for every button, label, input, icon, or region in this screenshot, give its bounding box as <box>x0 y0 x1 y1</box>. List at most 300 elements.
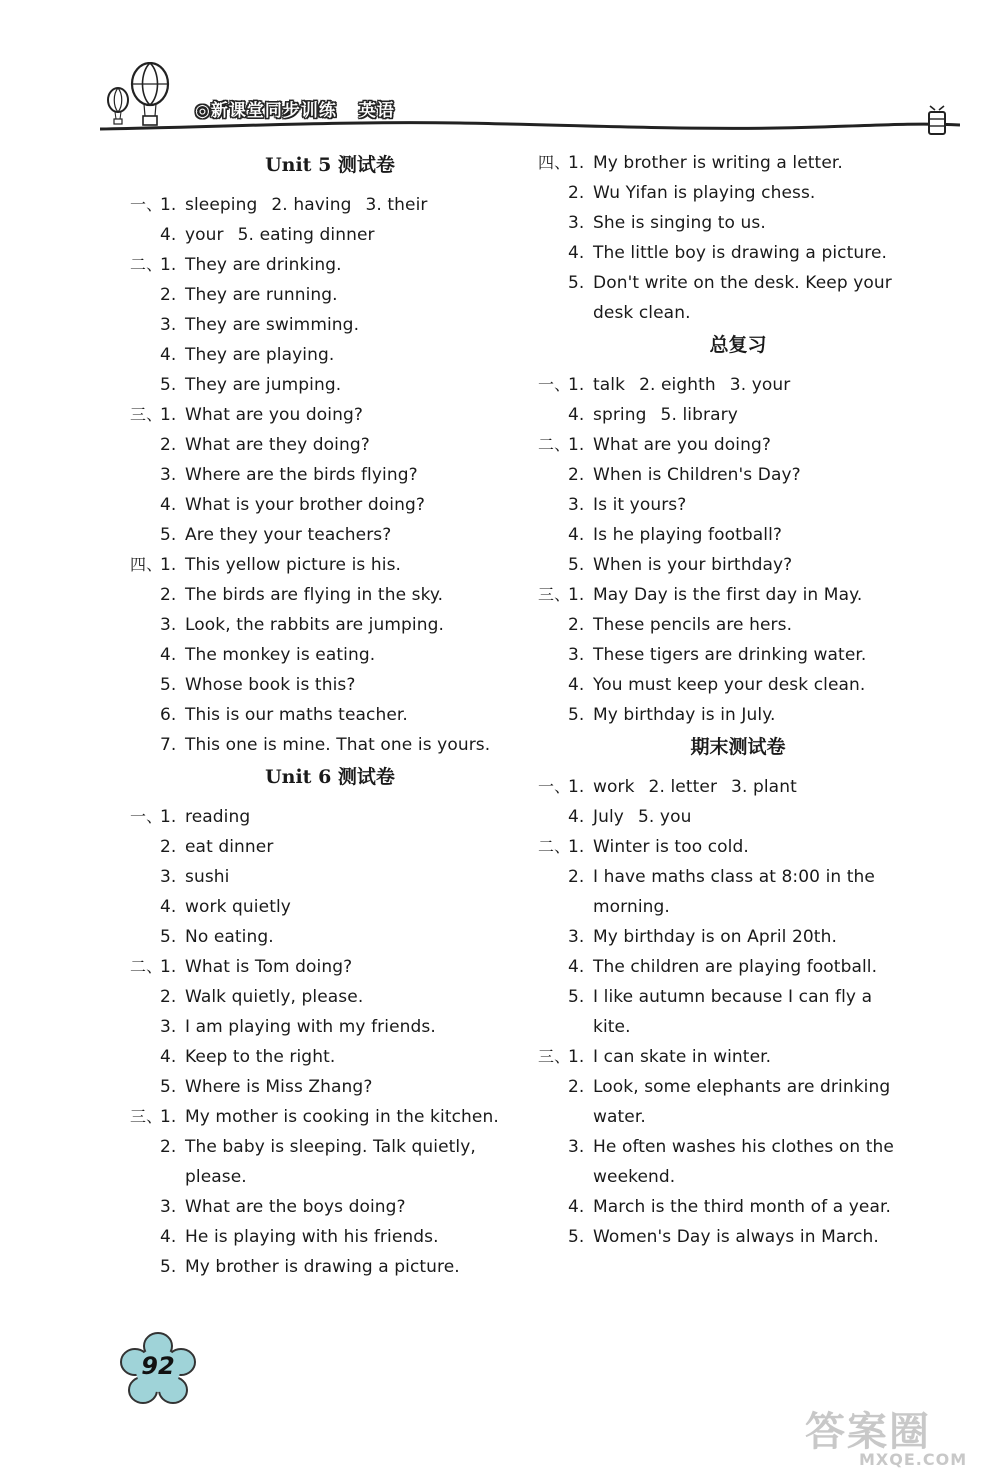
item-number: 5. <box>160 525 177 545</box>
answer-line <box>538 148 938 178</box>
item-number: 1. <box>160 555 177 575</box>
answer-text <box>593 550 792 580</box>
answer-text <box>185 340 334 370</box>
answer-part: The children are playing football. <box>593 957 878 977</box>
answer-line <box>130 460 530 490</box>
answer-text <box>593 460 801 490</box>
answer-text <box>185 280 338 310</box>
item-number: 3. <box>160 1197 177 1217</box>
answer-text <box>593 520 782 550</box>
item-number: 2. <box>160 285 177 305</box>
item-number: 4. <box>160 1227 177 1247</box>
group-label: 二、 <box>538 837 571 856</box>
answer-part: When is Children's Day? <box>593 465 801 485</box>
answer-part: When is your birthday? <box>593 555 793 575</box>
answer-part: This one is mine. That one is yours. <box>185 735 491 755</box>
item-number: 1. <box>568 1047 585 1067</box>
answer-part: your <box>185 225 224 245</box>
answer-part: My brother is drawing a picture. <box>185 1257 460 1277</box>
item-number: 2. <box>160 585 177 605</box>
answer-part: Wu Yifan is playing chess. <box>593 183 816 203</box>
item-number: 1. <box>160 807 177 827</box>
answer-text: weekend. <box>593 1167 676 1187</box>
answer-text <box>185 802 250 832</box>
item-number: 1. <box>568 435 585 455</box>
answer-part: My mother is cooking in the kitchen. <box>185 1107 499 1127</box>
answer-text <box>185 520 391 550</box>
answer-text <box>593 148 843 178</box>
item-number: 2. <box>568 1077 585 1097</box>
answer-text: water. <box>593 1107 646 1127</box>
answer-text <box>185 1132 476 1162</box>
answer-text <box>593 370 790 400</box>
answer-text: desk clean. <box>593 303 691 323</box>
answer-part: They are swimming. <box>185 315 360 335</box>
answer-line <box>538 1042 938 1072</box>
answer-text <box>185 1042 335 1072</box>
answer-part: They are jumping. <box>185 375 342 395</box>
answer-text <box>185 310 359 340</box>
item-number: 1. <box>568 585 585 605</box>
answer-text <box>593 700 776 730</box>
answer-line <box>130 610 530 640</box>
answer-line <box>130 1042 530 1072</box>
answer-text <box>185 460 418 490</box>
answer-part: Walk quietly, please. <box>185 987 364 1007</box>
answer-text <box>593 862 875 892</box>
item-number: 3. <box>160 1017 177 1037</box>
right-column <box>538 148 938 1252</box>
item-number: 1. <box>160 405 177 425</box>
answer-line <box>538 832 938 862</box>
answer-line <box>130 490 530 520</box>
answer-line <box>538 238 938 268</box>
answer-part: Is he playing football? <box>593 525 783 545</box>
answer-part: Are they your teachers? <box>185 525 392 545</box>
answer-line <box>130 1072 530 1102</box>
group-label: 四、 <box>130 555 163 574</box>
answer-part: These pencils are hers. <box>593 615 793 635</box>
answer-text <box>185 640 375 670</box>
answer-text: morning. <box>593 897 670 917</box>
answer-part: The little boy is drawing a picture. <box>593 243 888 263</box>
answer-text <box>185 982 363 1012</box>
section-title: 期末测试卷 <box>690 736 786 758</box>
answer-text <box>185 550 401 580</box>
item-number: 5. <box>160 1257 177 1277</box>
answer-line <box>130 952 530 982</box>
answer-part: She is singing to us. <box>593 213 766 233</box>
question-group <box>538 772 938 832</box>
answer-text <box>593 1042 771 1072</box>
answer-line <box>538 802 938 832</box>
answer-text <box>185 670 355 700</box>
group-label: 二、 <box>538 435 571 454</box>
answer-part: They are drinking. <box>185 255 342 275</box>
answer-line <box>130 580 530 610</box>
item-number: 1. <box>568 153 585 173</box>
answer-text <box>185 190 428 220</box>
answer-part: 2. eighth <box>639 375 716 395</box>
answer-line <box>130 640 530 670</box>
item-number: 5. <box>568 987 585 1007</box>
answer-line <box>538 178 938 208</box>
item-number: 2. <box>160 987 177 1007</box>
group-label: 一、 <box>130 195 163 214</box>
answer-text <box>593 208 766 238</box>
answer-line <box>130 982 530 1012</box>
item-number: 6. <box>160 705 177 725</box>
answer-part: He often washes his clothes on the <box>593 1137 894 1157</box>
answer-text <box>185 1222 439 1252</box>
watermark-logo-text: 答案圈 <box>805 1408 931 1455</box>
item-number: 3. <box>568 495 585 515</box>
question-group <box>130 190 530 250</box>
answer-part: Where are the birds flying? <box>185 465 418 485</box>
answer-line <box>538 952 938 982</box>
answer-line-continued <box>538 892 938 922</box>
answer-line <box>130 862 530 892</box>
item-number: 3. <box>160 315 177 335</box>
answer-part: Where is Miss Zhang? <box>185 1077 373 1097</box>
answer-part: This is our maths teacher. <box>185 705 408 725</box>
answer-line <box>538 370 938 400</box>
answer-text <box>593 670 865 700</box>
answer-text <box>185 1252 460 1282</box>
item-number: 2. <box>568 615 585 635</box>
item-number: 1. <box>160 195 177 215</box>
answer-part: Women's Day is always in March. <box>593 1227 879 1247</box>
answer-line <box>538 520 938 550</box>
group-label: 一、 <box>538 375 571 394</box>
answer-line <box>130 1192 530 1222</box>
item-number: 1. <box>160 1107 177 1127</box>
answer-text <box>185 430 370 460</box>
question-group <box>130 550 530 760</box>
answer-text <box>185 610 444 640</box>
answer-line <box>538 610 938 640</box>
answer-line <box>538 268 938 298</box>
answer-line-continued <box>538 1162 938 1192</box>
answer-line <box>130 220 530 250</box>
item-number: 5. <box>568 705 585 725</box>
answer-part: I have maths class at 8:00 in the <box>593 867 875 887</box>
answer-text <box>185 250 342 280</box>
item-number: 3. <box>160 465 177 485</box>
answer-section <box>538 148 938 328</box>
answer-part: Don't write on the desk. Keep your <box>593 273 892 293</box>
answer-part: 3. plant <box>731 777 797 797</box>
item-number: 3. <box>160 615 177 635</box>
answer-line <box>538 460 938 490</box>
answer-text <box>185 490 425 520</box>
item-number: 1. <box>568 777 585 797</box>
page-number: 92 <box>141 1352 175 1380</box>
item-number: 4. <box>160 897 177 917</box>
answer-line-continued <box>130 1162 530 1192</box>
answer-text: please. <box>185 1167 247 1187</box>
answer-part: These tigers are drinking water. <box>593 645 867 665</box>
item-number: 2. <box>568 465 585 485</box>
item-number: 2. <box>160 837 177 857</box>
answer-part: What are you doing? <box>185 405 364 425</box>
answer-part: work <box>593 777 635 797</box>
watermark <box>805 1400 995 1472</box>
answer-section <box>538 730 938 1252</box>
answer-text <box>593 802 691 832</box>
answer-line <box>538 1222 938 1252</box>
answer-part: I like autumn because I can fly a <box>593 987 873 1007</box>
answer-part: 3. your <box>729 375 791 395</box>
group-label: 三、 <box>538 1047 571 1066</box>
answer-line <box>130 700 530 730</box>
answer-part: sleeping <box>185 195 258 215</box>
question-group <box>538 430 938 580</box>
answer-part: They are running. <box>185 285 338 305</box>
answer-text <box>185 952 352 982</box>
answer-line <box>538 862 938 892</box>
answer-part: Look, the rabbits are jumping. <box>185 615 445 635</box>
group-label: 三、 <box>130 1107 163 1126</box>
answer-line <box>538 700 938 730</box>
answer-line <box>538 922 938 952</box>
answer-part: The birds are flying in the sky. <box>185 585 444 605</box>
answer-part: The baby is sleeping. Talk quietly, <box>185 1137 476 1157</box>
answer-line <box>130 730 530 760</box>
watermark-url: MXQE.COM <box>859 1450 968 1469</box>
item-number: 3. <box>568 927 585 947</box>
page-header <box>100 62 960 142</box>
answer-line <box>130 280 530 310</box>
item-number: 1. <box>568 837 585 857</box>
item-number: 2. <box>160 435 177 455</box>
answer-line <box>538 1192 938 1222</box>
answer-part: July <box>593 807 624 827</box>
answer-text <box>593 1222 879 1252</box>
answer-line <box>130 1222 530 1252</box>
book-series-name: ◎新课堂同步训练 <box>195 101 337 121</box>
item-number: 5. <box>160 927 177 947</box>
item-number: 5. <box>568 555 585 575</box>
answer-part: 2. letter <box>648 777 718 797</box>
answer-part: 3. their <box>365 195 428 215</box>
answer-line <box>130 802 530 832</box>
question-group <box>538 832 938 1042</box>
group-label: 三、 <box>538 585 571 604</box>
item-number: 4. <box>568 957 585 977</box>
answer-line <box>130 1132 530 1162</box>
item-number: 5. <box>568 1227 585 1247</box>
page-number-badge <box>118 1330 198 1410</box>
answer-line <box>130 550 530 580</box>
answer-text <box>593 238 887 268</box>
answer-text <box>185 730 490 760</box>
answer-line <box>130 370 530 400</box>
answer-line <box>538 982 938 1012</box>
answer-section <box>130 760 530 1282</box>
answer-text <box>593 400 738 430</box>
answer-part: March is the third month of a year. <box>593 1197 892 1217</box>
question-group <box>538 1042 938 1252</box>
answer-line <box>130 1012 530 1042</box>
answer-line <box>538 772 938 802</box>
answer-line <box>538 550 938 580</box>
answer-part: My birthday is on April 20th. <box>593 927 837 947</box>
answer-line <box>130 670 530 700</box>
answer-part: You must keep your desk clean. <box>593 675 866 695</box>
answer-line <box>130 400 530 430</box>
answer-text <box>593 1072 890 1102</box>
answer-text: kite. <box>593 1017 631 1037</box>
answer-part: The monkey is eating. <box>185 645 376 665</box>
answer-line <box>538 1132 938 1162</box>
answer-text <box>593 430 771 460</box>
question-group <box>538 370 938 430</box>
answer-line <box>538 580 938 610</box>
section-title: 总复习 <box>709 334 767 356</box>
answer-part: This yellow picture is his. <box>185 555 402 575</box>
answer-text <box>593 832 749 862</box>
answer-part: spring <box>593 405 647 425</box>
item-number: 1. <box>160 255 177 275</box>
answer-line <box>538 1072 938 1102</box>
answer-part: 5. library <box>660 405 738 425</box>
item-number: 4. <box>568 807 585 827</box>
answer-part: My brother is writing a letter. <box>593 153 843 173</box>
question-group <box>538 580 938 730</box>
answer-part: 5. you <box>637 807 692 827</box>
item-number: 5. <box>160 675 177 695</box>
item-number: 1. <box>160 957 177 977</box>
item-number: 3. <box>160 867 177 887</box>
answer-text <box>593 982 872 1012</box>
answer-section <box>130 148 530 760</box>
subject-name: 英语 <box>358 101 395 121</box>
answer-line <box>130 430 530 460</box>
answer-text <box>185 1102 499 1132</box>
answer-part: Look, some elephants are drinking <box>593 1077 891 1097</box>
item-number: 5. <box>160 1077 177 1097</box>
answer-text <box>185 892 291 922</box>
answer-part: May Day is the first day in May. <box>593 585 863 605</box>
answer-line <box>538 640 938 670</box>
answer-part: No eating. <box>185 927 274 947</box>
item-number: 3. <box>568 645 585 665</box>
answer-line <box>538 400 938 430</box>
answer-text <box>593 178 815 208</box>
answer-text <box>593 640 866 670</box>
answer-line <box>130 892 530 922</box>
item-number: 2. <box>160 1137 177 1157</box>
answer-text <box>185 1012 436 1042</box>
answer-line <box>130 832 530 862</box>
answer-text <box>593 1132 894 1162</box>
answer-text <box>185 922 274 952</box>
item-number: 4. <box>160 495 177 515</box>
question-group <box>538 148 938 328</box>
answer-part: reading <box>185 807 251 827</box>
answer-text <box>593 952 877 982</box>
answer-text <box>593 1192 891 1222</box>
answer-part: 5. eating dinner <box>237 225 375 245</box>
answer-part: I can skate in winter. <box>593 1047 772 1067</box>
item-number: 3. <box>568 1137 585 1157</box>
answer-text <box>185 1192 406 1222</box>
answer-part: Keep to the right. <box>185 1047 336 1067</box>
item-number: 5. <box>568 273 585 293</box>
answer-line-continued <box>538 1012 938 1042</box>
answer-text <box>593 922 837 952</box>
answer-line <box>538 490 938 520</box>
answer-text <box>185 400 363 430</box>
header-rule <box>100 117 960 137</box>
group-label: 二、 <box>130 957 163 976</box>
group-label: 三、 <box>130 405 163 424</box>
group-label: 二、 <box>130 255 163 274</box>
answer-part: What is Tom doing? <box>185 957 353 977</box>
item-number: 2. <box>568 867 585 887</box>
answer-line <box>130 250 530 280</box>
question-group <box>130 1102 530 1282</box>
question-group <box>130 400 530 550</box>
answer-text <box>185 580 443 610</box>
item-number: 2. <box>568 183 585 203</box>
left-column <box>130 148 530 1282</box>
answer-line <box>130 310 530 340</box>
answer-line <box>130 190 530 220</box>
answer-part: Whose book is this? <box>185 675 356 695</box>
answer-part: They are playing. <box>185 345 335 365</box>
answer-line <box>538 430 938 460</box>
item-number: 1. <box>568 375 585 395</box>
answer-part: I am playing with my friends. <box>185 1017 436 1037</box>
answer-part: eat dinner <box>185 837 274 857</box>
section-title: Unit 5 测试卷 <box>265 154 395 176</box>
answer-part: sushi <box>185 867 230 887</box>
item-number: 5. <box>160 375 177 395</box>
answer-text <box>593 772 797 802</box>
answer-line <box>130 520 530 550</box>
item-number: 4. <box>568 1197 585 1217</box>
item-number: 4. <box>568 525 585 545</box>
answer-part: Winter is too cold. <box>593 837 749 857</box>
answer-part: He is playing with his friends. <box>185 1227 439 1247</box>
answer-text <box>593 268 892 298</box>
answer-part: What is your brother doing? <box>185 495 425 515</box>
group-label: 四、 <box>538 153 571 172</box>
answer-text <box>593 490 686 520</box>
answer-part: What are you doing? <box>593 435 772 455</box>
answer-section <box>538 328 938 730</box>
answer-line <box>538 670 938 700</box>
answer-line <box>130 1252 530 1282</box>
answer-text <box>185 1072 372 1102</box>
answer-line <box>538 208 938 238</box>
answer-part: My birthday is in July. <box>593 705 776 725</box>
answer-text <box>185 220 375 250</box>
answer-part: Is it yours? <box>593 495 687 515</box>
item-number: 4. <box>160 345 177 365</box>
question-group <box>130 952 530 1102</box>
answer-part: What are the boys doing? <box>185 1197 406 1217</box>
answer-part: What are they doing? <box>185 435 370 455</box>
answer-text <box>185 700 408 730</box>
answer-text <box>185 370 341 400</box>
item-number: 4. <box>160 645 177 665</box>
group-label: 一、 <box>538 777 571 796</box>
answer-line <box>130 1102 530 1132</box>
item-number: 3. <box>568 213 585 233</box>
